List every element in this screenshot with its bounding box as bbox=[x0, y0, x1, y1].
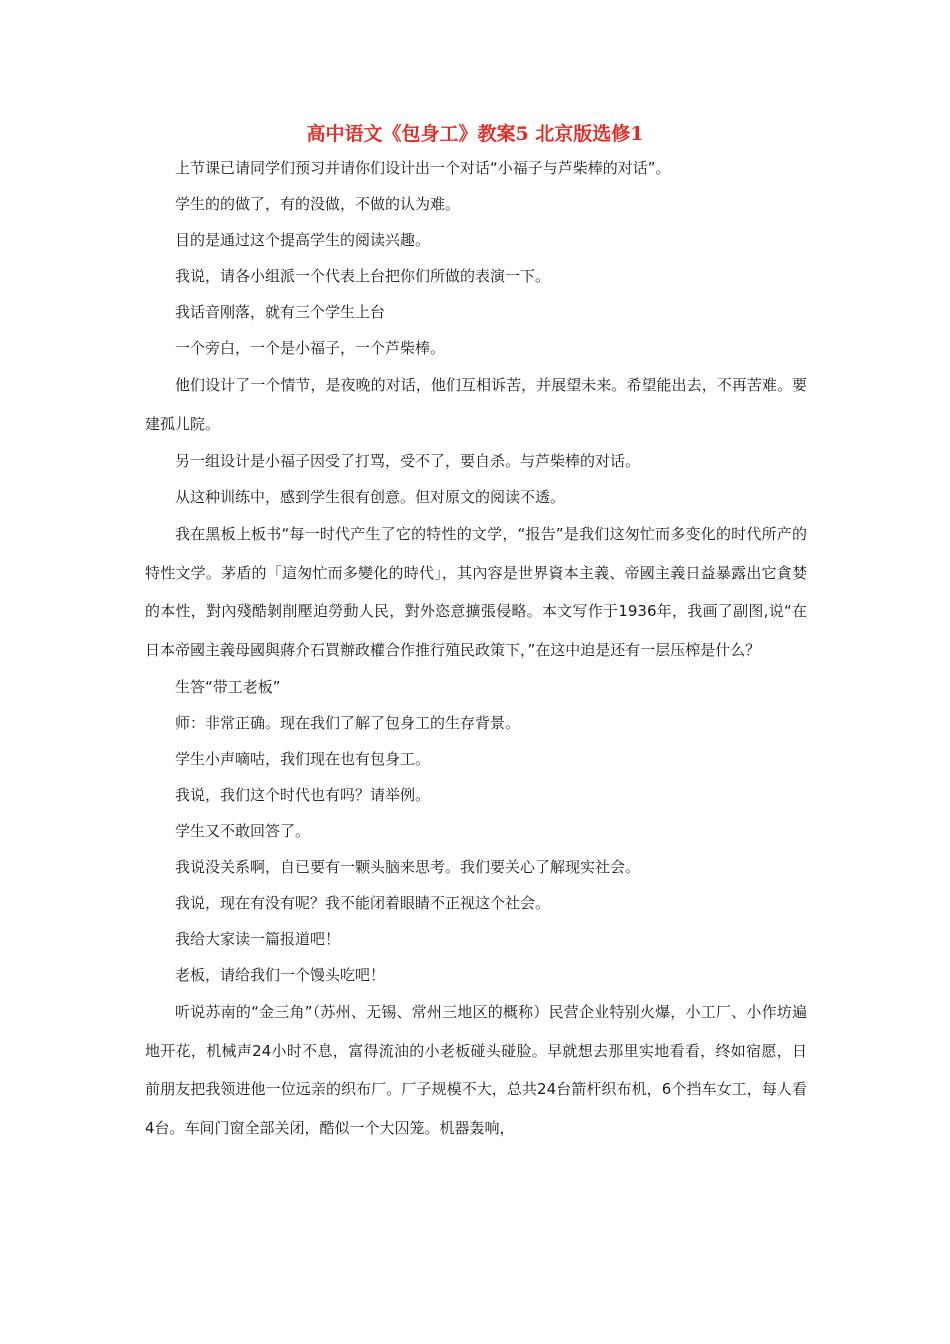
paragraph: 我说，我们这个时代也有吗？请举例。 bbox=[175, 786, 431, 804]
paragraph: 我给大家读一篇报道吧！ bbox=[175, 930, 341, 948]
paragraph: 一个旁白，一个是小福子，一个芦柴棒。 bbox=[175, 339, 446, 357]
document-title: 高中语文《包身工》教案5 北京版选修1 bbox=[306, 123, 644, 145]
paragraph: 学生又不敢回答了。 bbox=[175, 822, 311, 840]
document-body bbox=[145, 150, 807, 1147]
paragraph: 师：非常正确。现在我们了解了包身工的生存背景。 bbox=[175, 714, 521, 732]
paragraph: 我说没关系啊，自已要有一颗头脑来思考。我们要关心了解现实社会。 bbox=[175, 858, 641, 876]
paragraph: 老板，请给我们一个馒头吃吧！ bbox=[175, 966, 386, 984]
paragraph: 上节课已请同学们预习并请你们设计出一个对话“小福子与芦柴棒的对话”。 bbox=[175, 159, 671, 177]
paragraph: 另一组设计是小福子因受了打骂，受不了，要自杀。与芦柴棒的对话。 bbox=[175, 452, 641, 470]
paragraph: 从这种训练中，感到学生很有创意。但对原文的阅读不透。 bbox=[175, 488, 566, 506]
paragraph: 学生小声嘀咕，我们现在也有包身工。 bbox=[175, 750, 431, 768]
paragraph: 生答“带工老板” bbox=[175, 678, 281, 696]
paragraph: 听说苏南的“金三角”（苏州、无锡、常州三地区的概称）民营企业特别火爆，小工厂、小作坊遍地开花，机械声24小时不息，富得流油的小老板碰头碰脸。早就想去那里实地看看，终如宿愿，日前朋友把我领进他一位远亲的织布厂。厂子规模不大，总共24台箭杆织布机，6个挡车女工，每人看4台。车间门窗全部关闭，酷似一个大囚笼。机器轰响， bbox=[145, 1003, 807, 1137]
paragraph: 目的是通过这个提高学生的阅读兴趣。 bbox=[175, 231, 431, 249]
paragraph: 我在黑板上板书“每一时代产生了它的特性的文学，“报告”是我们这匆忙而多变化的时代所产的特性文学。茅盾的「這匆忙而多變化的時代」，其內容是世界資本主義、帝國主義日益暴露出它貪婪的本性，對內殘酷剝削壓迫勞動人民，對外恣意擴張侵略。本文写作于1936年，我画了副图,说“在日本帝國主義母國與蔣介石買辦政權合作推行殖民政策下，”在这中迫是还有一层压榨是什么？ bbox=[145, 525, 807, 659]
paragraph: 我说，请各小组派一个代表上台把你们所做的表演一下。 bbox=[175, 267, 551, 285]
paragraph: 我话音刚落，就有三个学生上台 bbox=[175, 303, 386, 321]
paragraph: 我说，现在有没有呢？我不能闭着眼睛不正视这个社会。 bbox=[175, 894, 551, 912]
paragraph: 学生的的做了，有的没做，不做的认为难。 bbox=[175, 195, 461, 213]
paragraph: 他们设计了一个情节，是夜晚的对话，他们互相诉苦，并展望未来。希望能出去，不再苦难。要建孤儿院。 bbox=[145, 376, 807, 433]
